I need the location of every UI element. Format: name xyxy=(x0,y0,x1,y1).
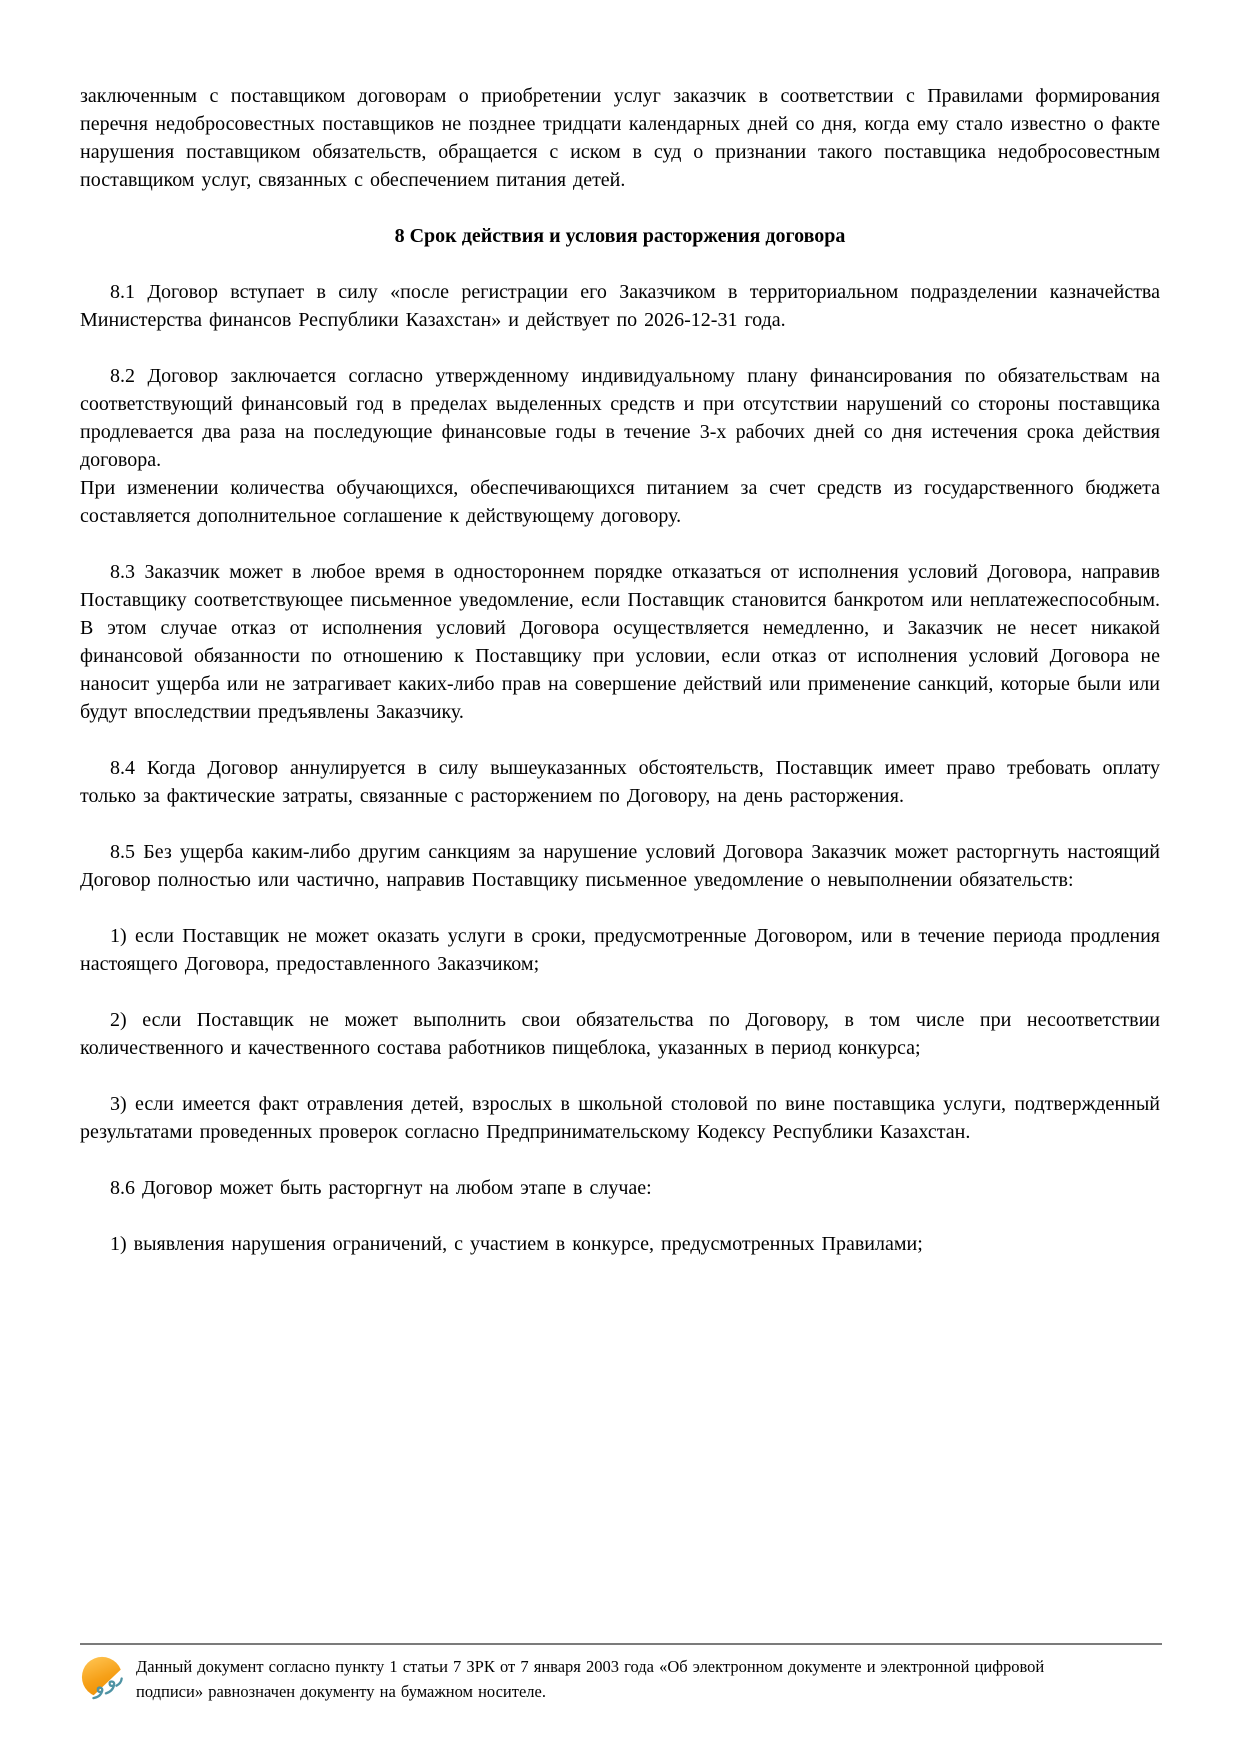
clause-8-5: 8.5 Без ущерба каким-либо другим санкциям за нарушение условий Договора Заказчик может расторгнуть настоящий Договор полностью или частично, направив Поставщику письменное уведомление о невыполнении обязательств: xyxy=(80,841,1160,891)
clause-8-6: 8.6 Договор может быть расторгнут на любом этапе в случае: xyxy=(110,1177,652,1199)
clause-8-2: 8.2 Договор заключается согласно утвержденному индивидуальному плану финансирования по обязательствам на соответствующий финансовый год в пределах выделенных средств и при отсутствии нарушений со стороны поставщика продлевается два раза на последующие финансовые годы в течение 3-х рабочих дней со дня истечения срока действия договора. xyxy=(80,365,1160,471)
egov-eds-seal-icon xyxy=(80,1654,126,1702)
document-body xyxy=(80,82,1160,1258)
continuation-paragraph: заключенным с поставщиком договорам о приобретении услуг заказчик в соответствии с Правилами формирования перечня недобросовестных поставщиков не позднее тридцати календарных дней со дня, когда ему стало известно о факте нарушения поставщиком обязательств, обращается с иском в суд о признании такого поставщика недобросовестным поставщиком услуг, связанных с обеспечением питания детей. xyxy=(80,85,1160,191)
clause-8-6-item-1: 1) выявления нарушения ограничений, с участием в конкурсе, предусмотренных Правилами; xyxy=(110,1233,923,1255)
clause-8-5-item-1: 1) если Поставщик не может оказать услуги в сроки, предусмотренные Договором, или в течение периода продления настоящего Договора, предоставленного Заказчиком; xyxy=(80,925,1160,975)
section-heading: 8 Срок действия и условия расторжения договора xyxy=(394,225,846,247)
clause-8-2-continued: При изменении количества обучающихся, обеспечивающихся питанием за счет средств из государственного бюджета составляется дополнительное соглашение к действующему договору. xyxy=(80,477,1160,527)
clause-8-1: 8.1 Договор вступает в силу «после регистрации его Заказчиком в территориальном подразделении казначейства Министерства финансов Республики Казахстан» и действует по 2026-12-31 года. xyxy=(80,281,1160,331)
footer-legal-text: Данный документ согласно пункту 1 статьи 7 ЗРК от 7 января 2003 года «Об электронном документе и электронной цифровой подписи» равнозначен документу на бумажном носителе. xyxy=(136,1657,1045,1701)
page-footer xyxy=(80,1643,1162,1704)
clause-8-4: 8.4 Когда Договор аннулируется в силу вышеуказанных обстоятельств, Поставщик имеет право требовать оплату только за фактические затраты, связанные с расторжением по Договору, на день расторжения. xyxy=(80,757,1160,807)
clause-8-5-item-3: 3) если имеется факт отравления детей, взрослых в школьной столовой по вине поставщика услуги, подтвержденный результатами проведенных проверок согласно Предпринимательскому Кодексу Республики Казахстан. xyxy=(80,1093,1160,1143)
clause-8-5-item-2: 2) если Поставщик не может выполнить свои обязательства по Договору, в том числе при несоответствии количественного и качественного состава работников пищеблока, указанных в период конкурса; xyxy=(80,1009,1160,1059)
clause-8-3: 8.3 Заказчик может в любое время в одностороннем порядке отказаться от исполнения условий Договора, направив Поставщику соответствующее письменное уведомление, если Поставщик становится банкротом или неплатежеспособным. В этом случае отказ от исполнения условий Договора осуществляется немедленно, и Заказчик не несет никакой финансовой обязанности по отношению к Поставщику при условии, если отказ от исполнения условий Договора не наносит ущерба или не затрагивает каких-либо прав на совершение действий или применение санкций, которые были или будут впоследствии предъявлены Заказчику. xyxy=(80,561,1160,723)
